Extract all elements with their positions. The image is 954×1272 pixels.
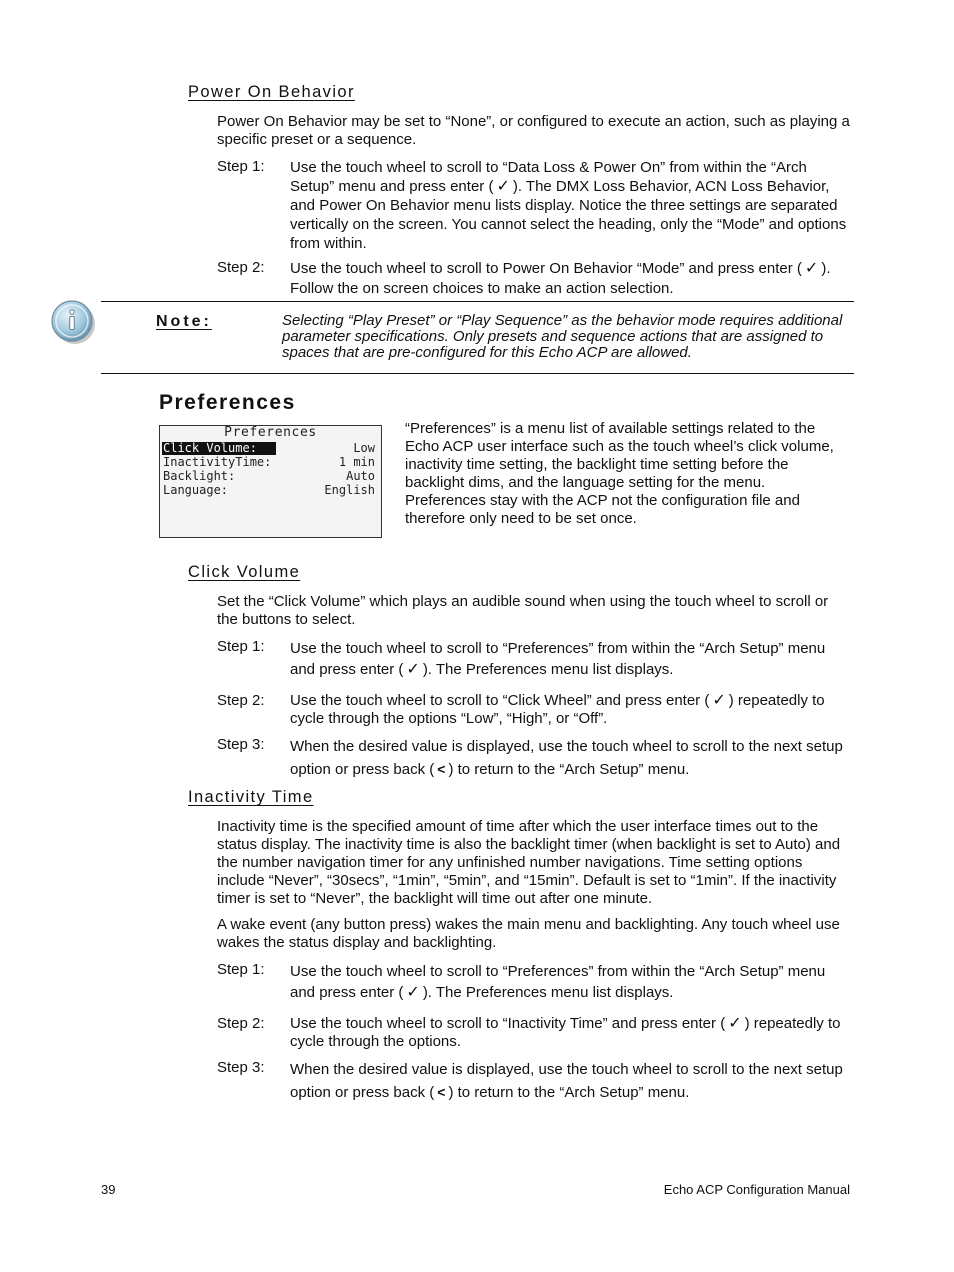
click-volume-step-3 — [217, 736, 852, 781]
manual-title: Echo ACP Configuration Manual — [663, 1182, 850, 1197]
back-arrow-icon: < — [437, 1084, 446, 1100]
step-text: ). The DMX Loss Behavior, ACN Loss Behavior, and Power On Behavior menu lists display. Notice the three settings are separated vertically on the screen. You cannot select the heading, only the “Mode” and options from within. — [290, 178, 847, 252]
screen-row-value: Auto — [346, 469, 375, 483]
step-text: ) to return to the “Arch Setup” menu. — [448, 761, 690, 778]
inactivity-step-3 — [217, 1059, 852, 1104]
screen-row-inactivity — [162, 456, 375, 469]
checkmark-icon: ✓ — [406, 661, 420, 678]
step-text: Use the touch wheel to scroll to “Data Loss & Power On” from within the “Arch Setup” menu and press enter ( — [290, 159, 807, 195]
click-volume-step-2 — [217, 692, 852, 728]
step-text: ). The Preferences menu list displays. — [422, 984, 674, 1001]
screen-row-click-volume — [162, 442, 375, 455]
click-volume-intro: Set the “Click Volume” which plays an audible sound when using the touch wheel to scroll or the buttons to select. — [217, 593, 829, 628]
step-text: Use the touch wheel to scroll to Power On Behavior “Mode” and press enter ( — [290, 260, 802, 277]
power-on-intro: Power On Behavior may be set to “None”, or configured to execute an action, such as playing a specific preset or a sequence. — [217, 113, 850, 148]
preferences-screen — [159, 425, 382, 538]
step-label: Step 1: — [217, 158, 265, 175]
inactivity-para-2: A wake event (any button press) wakes the main menu and backlighting. Any touch wheel use wakes the status display and backlighting. — [217, 916, 840, 951]
step-label: Step 2: — [217, 259, 265, 276]
step-label: Step 1: — [217, 961, 265, 978]
screen-row-key: Backlight: — [163, 469, 236, 483]
screen-row-value: Low — [353, 441, 375, 455]
step-text: Use the touch wheel to scroll to “Click Wheel” and press enter ( — [290, 692, 710, 709]
screen-row-key: InactivityTime: — [163, 455, 272, 469]
screen-title: Preferences — [224, 425, 317, 440]
step-text: ) to return to the “Arch Setup” menu. — [448, 1084, 690, 1101]
section-heading-power-on-behavior: Power On Behavior — [188, 83, 355, 101]
screen-row-key: Click Volume: — [162, 442, 276, 455]
note-top-rule — [101, 301, 854, 302]
section-heading-inactivity-time: Inactivity Time — [188, 788, 314, 806]
step-text: ). The Preferences menu list displays. — [422, 661, 674, 678]
screen-row-language — [162, 484, 375, 497]
step-label: Step 2: — [217, 692, 265, 709]
checkmark-icon: ✓ — [712, 692, 726, 709]
step-text: When the desired value is displayed, use the touch wheel to scroll to the next setup option or press back ( — [290, 1061, 843, 1101]
screen-row-backlight — [162, 470, 375, 483]
screen-row-key: Language: — [163, 483, 229, 497]
inactivity-para-1: Inactivity time is the specified amount of time after which the user interface times out to the status display. The inactivity time is also the backlight timer (when backlight is set to Auto) and the number navigation timer for any unfinished number navigations. Time setting options include “Never”, “30secs”, “1min”, “5min”, and “15min”. Default is set to “1min”. If the inactivity timer is set to “Never”, the backlight will time out after one minute. — [217, 818, 841, 907]
section-heading-click-volume: Click Volume — [188, 563, 301, 581]
step-text: Use the touch wheel to scroll to “Preferences” from within the “Arch Setup” menu and press enter ( — [290, 640, 826, 678]
info-icon — [50, 298, 98, 346]
step-label: Step 3: — [217, 1059, 265, 1076]
step-label: Step 3: — [217, 736, 265, 753]
section-heading-preferences: Preferences — [159, 391, 296, 414]
page-number: 39 — [101, 1182, 116, 1197]
back-arrow-icon: < — [437, 761, 446, 777]
note-text: Selecting “Play Preset” or “Play Sequence” as the behavior mode requires additional parameter specifications. Only presets and sequence actions that are assigned to spaces that are pre-configured for this Echo ACP are allowed. — [282, 312, 843, 361]
step-text: ) repeatedly to cycle through the options “Low”, “High”, or “Off”. — [290, 692, 825, 727]
note-label: Note: — [156, 313, 212, 330]
screen-row-value: 1 min — [338, 455, 375, 469]
checkmark-icon: ✓ — [496, 178, 510, 195]
inactivity-step-1 — [217, 961, 852, 1003]
checkmark-icon: ✓ — [804, 260, 819, 277]
power-on-step-2 — [217, 259, 852, 299]
checkmark-icon: ✓ — [728, 1015, 742, 1032]
power-on-step-1 — [217, 158, 852, 253]
step-label: Step 1: — [217, 638, 265, 655]
step-text: When the desired value is displayed, use the touch wheel to scroll to the next setup option or press back ( — [290, 738, 843, 778]
step-text: Use the touch wheel to scroll to “Inactivity Time” and press enter ( — [290, 1015, 726, 1032]
inactivity-step-2 — [217, 1015, 852, 1051]
step-label: Step 2: — [217, 1015, 265, 1032]
step-text: Use the touch wheel to scroll to “Preferences” from within the “Arch Setup” menu and press enter ( — [290, 963, 826, 1001]
note-bottom-rule — [101, 373, 854, 374]
step-text: ) repeatedly to cycle through the options. — [290, 1015, 841, 1050]
checkmark-icon: ✓ — [406, 984, 420, 1001]
step-text: ). Follow the on screen choices to make an action selection. — [290, 260, 831, 297]
preferences-description: “Preferences” is a menu list of available settings related to the Echo ACP user interface such as the touch wheel’s click volume, inactivity time setting, the backlight time setting before the backlight dims, and the language setting for the menu. Preferences stay with the ACP not the configuration file and therefore only need to be set once. — [405, 420, 834, 527]
click-volume-step-1 — [217, 638, 852, 680]
screen-row-value: English — [324, 483, 375, 497]
